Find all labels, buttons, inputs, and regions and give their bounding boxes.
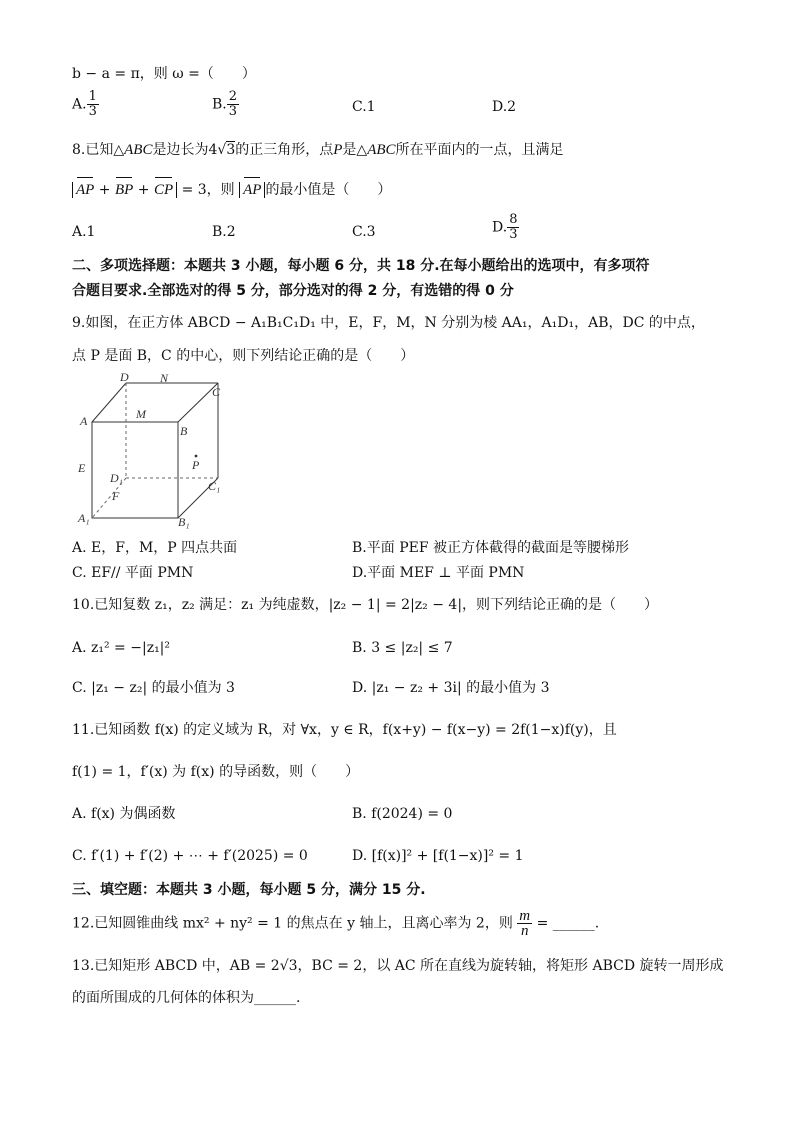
q7-stem-tail: b − a = π，则 ω =（ ） bbox=[72, 66, 256, 82]
q9-option-c: C. EF// 平面 PMN bbox=[72, 565, 194, 581]
q10-option-b: B. 3 ≤ |z₂| ≤ 7 bbox=[352, 640, 453, 656]
q9-stem-line2: 点 P 是面 B，C 的中心，则下列结论正确的是（ ） bbox=[72, 348, 415, 364]
q8-option-c: C.3 bbox=[352, 224, 376, 240]
q8-option-a: A.1 bbox=[72, 224, 96, 240]
q10-option-c: C. |z₁ − z₂| 的最小值为 3 bbox=[72, 680, 235, 696]
q11-option-c: C. f′(1) + f′(2) + ⋯ + f′(2025) = 0 bbox=[72, 848, 308, 864]
cube-label-f: F bbox=[112, 489, 120, 503]
q10-stem: 10.已知复数 z₁，z₂ 满足：z₁ 为纯虚数，|z₂ − 1| = 2|z₂ − 4|，则下列结论正确的是（ ） bbox=[72, 597, 659, 613]
q10-option-a: A. z₁² = −|z₁|² bbox=[72, 640, 171, 656]
q8-vector-sum: AP + BP + CP bbox=[72, 182, 177, 198]
q8-option-d: D. $\frac{8}{3}$ bbox=[492, 212, 518, 242]
q8-vector-ap: AP bbox=[239, 182, 265, 198]
q8-d-fraction: $\frac{8}{3}$ bbox=[509, 212, 518, 242]
q10-option-d: D. |z₁ − z₂ + 3i| 的最小值为 3 bbox=[352, 680, 550, 696]
cube-label-d: D bbox=[120, 372, 129, 384]
cube-label-c1: C₁ bbox=[208, 479, 221, 493]
q13-stem-line1: 13.已知矩形 ABCD 中，AB = 2√3，BC = 2，以 AC 所在直线为旋转轴，将矩形 ABCD 旋转一周形成 bbox=[72, 958, 724, 974]
q11-stem-line1: 11.已知函数 f(x) 的定义域为 R，对 ∀x，y ∈ R，f(x+y) − f(x−y) = 2f(1−x)f(y)，且 bbox=[72, 722, 617, 738]
q11-option-a: A. f(x) 为偶函数 bbox=[72, 806, 176, 822]
q8-stem-line2: AP + BP + CP = 3，则 AP 的最小值是（ ） bbox=[72, 180, 391, 200]
cube-figure bbox=[72, 372, 232, 530]
cube-label-b1: B₁ bbox=[178, 515, 190, 529]
q7-option-b: B. $\frac{2}{3}$ bbox=[212, 89, 238, 119]
q7-b-fraction: $\frac{2}{3}$ bbox=[228, 89, 238, 119]
cube-label-m: M bbox=[136, 407, 146, 421]
q7-option-a: A. $\frac{1}{3}$ bbox=[72, 89, 97, 119]
q8-option-b: B.2 bbox=[212, 224, 236, 240]
q9-option-a: A. E，F，M，P 四点共面 bbox=[72, 540, 238, 556]
q11-stem-line2: f(1) = 1，f′(x) 为 f(x) 的导函数，则（ ） bbox=[72, 764, 360, 780]
q11-option-d: D. [f(x)]² + [f(1−x)]² = 1 bbox=[352, 848, 524, 864]
q8-stem-line1: 8.已知△ABC是边长为4√3的正三角形，点P是△ABC所在平面内的一点，且满足 bbox=[72, 142, 564, 158]
q9-option-b: B.平面 PEF 被正方体截得的截面是等腰梯形 bbox=[352, 540, 629, 556]
q7-option-c: C.1 bbox=[352, 99, 376, 115]
q11-option-b: B. f(2024) = 0 bbox=[352, 806, 453, 822]
q13-stem-line2: 的面所围成的几何体的体积为______. bbox=[72, 990, 301, 1006]
cube-label-a1: A₁ bbox=[78, 511, 90, 525]
cube-label-e: E bbox=[78, 461, 86, 475]
q9-stem-line1: 9.如图，在正方体 ABCD − A₁B₁C₁D₁ 中，E，F，M，N 分别为棱 AA₁，A₁D₁，AB，DC 的中点， bbox=[72, 315, 705, 331]
cube-label-d1: D₁ bbox=[110, 471, 123, 485]
section3-heading: 三、填空题：本题共 3 小题，每小题 5 分，满分 15 分. bbox=[72, 882, 426, 898]
section2-heading-line1: 二、多项选择题：本题共 3 小题，每小题 6 分，共 18 分.在每小题给出的选项中，有多项符 bbox=[72, 258, 650, 274]
cube-label-n: N bbox=[160, 372, 169, 385]
q12-stem: 12.已知圆锥曲线 mx² + ny² = 1 的焦点在 y 轴上，且离心率为 2，则 $\frac{m}{n}$ = ______. bbox=[72, 908, 600, 939]
cube-label-p: P bbox=[192, 458, 200, 472]
cube-label-c: C bbox=[212, 385, 221, 399]
q9-option-d: D.平面 MEF ⊥ 平面 PMN bbox=[352, 565, 525, 581]
cube-label-b: B bbox=[180, 424, 188, 438]
q7-option-d: D.2 bbox=[492, 99, 517, 115]
section2-heading-line2: 合题目要求.全部选对的得 5 分，部分选对的得 2 分，有选错的得 0 分 bbox=[72, 283, 514, 299]
cube-label-a: A bbox=[80, 414, 88, 428]
q8-sqrt: √3 bbox=[217, 142, 236, 158]
q7-a-fraction: $\frac{1}{3}$ bbox=[88, 89, 97, 119]
q12-fraction: $\frac{m}{n}$ bbox=[519, 908, 531, 939]
